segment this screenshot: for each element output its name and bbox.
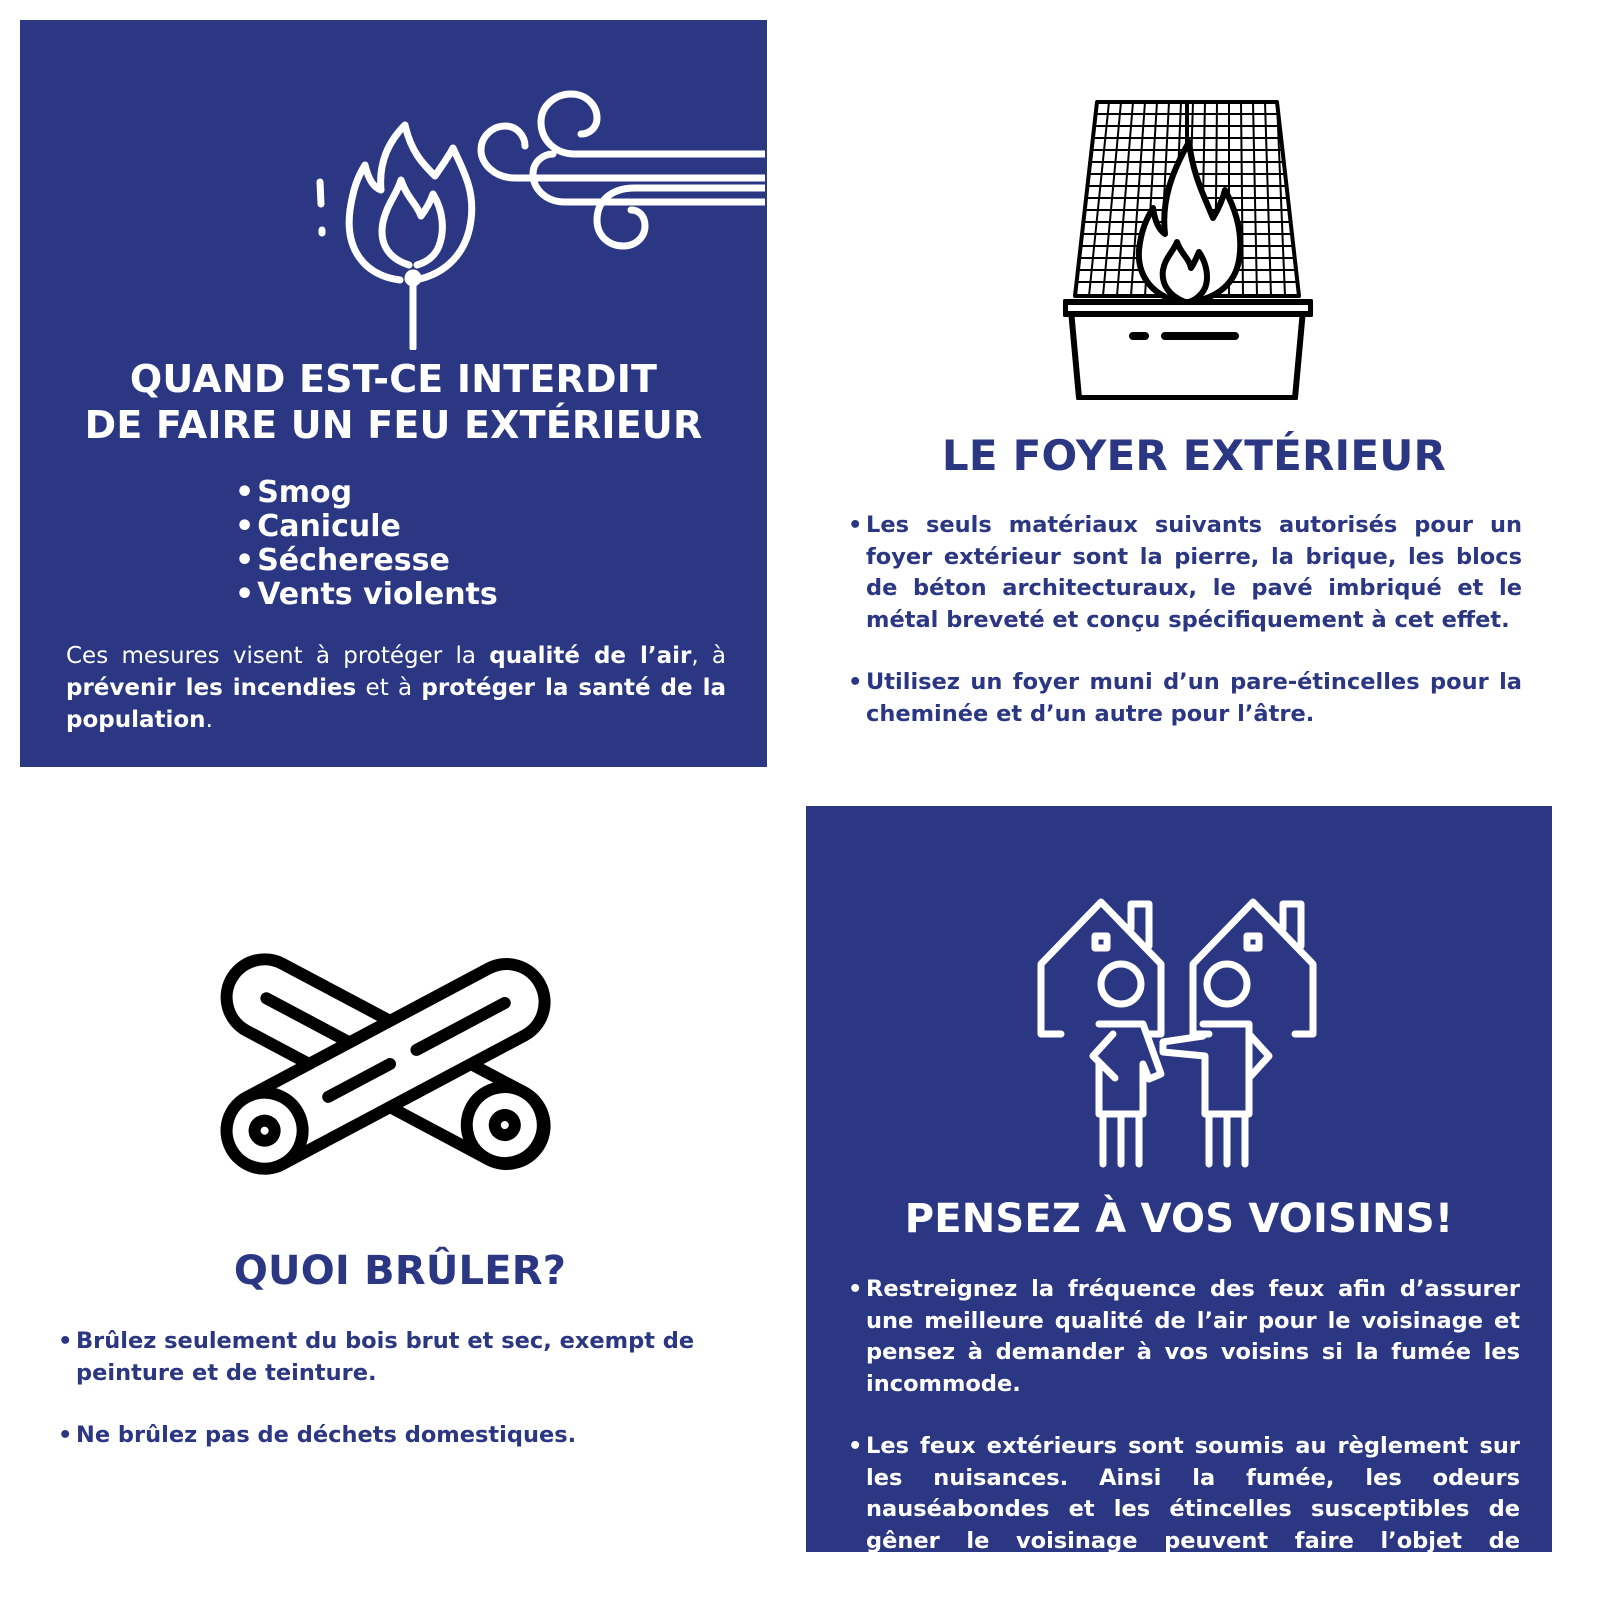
rules-list xyxy=(848,1274,1520,1620)
panel-title: PENSEZ À VOS VOISINS! xyxy=(904,1196,1454,1242)
rules-list xyxy=(58,1326,718,1483)
panel-title: LE FOYER EXTÉRIEUR xyxy=(941,431,1447,480)
description: Ces mesures visent à protéger la qualité de l’air, à prévenir les incendies et à protéger la santé de la population. xyxy=(66,643,726,733)
fire-pit-icon xyxy=(1063,80,1313,400)
condition-list xyxy=(235,476,498,612)
list-item: • Ne brûlez pas de déchets domestiques. xyxy=(58,1420,718,1452)
fire-wind-icon xyxy=(305,70,765,350)
panel-neighbors xyxy=(806,806,1552,1585)
rules-list xyxy=(848,510,1522,761)
list-item: • Smog xyxy=(235,476,498,510)
list-item: • Les feux extérieurs sont soumis au règlement sur les nuisances. Ainsi la fumée, les odeurs nauséabondes et les étincelles susceptibles de gêner le voisinage peuvent faire l’objet de sanctions. xyxy=(848,1431,1520,1589)
neighbors-icon xyxy=(1031,874,1331,1174)
panel-outdoor-fireplace xyxy=(808,20,1580,780)
list-item: • Sécheresse xyxy=(235,544,498,578)
list-item: • Utilisez un foyer muni d’un pare-étincelles pour la cheminée et d’un autre pour l’âtre. xyxy=(848,667,1522,730)
panel-when-forbidden xyxy=(20,20,767,767)
list-item: • Restreignez la fréquence des feux afin d’assurer une meilleure qualité de l’air pour le voisinage et pensez à demander à vos voisins si la fumée les incommode. xyxy=(848,1274,1520,1400)
list-item: • Les seuls matériaux suivants autorisés pour un foyer extérieur sont la pierre, la brique, les blocs de béton architecturaux, le pavé imbriqué et le métal breveté et conçu spécifiquement à cet effet. xyxy=(848,510,1522,636)
panel-title: QUAND EST-CE INTERDIT DE FAIRE UN FEU EXTÉRIEUR xyxy=(84,357,703,447)
panel-title: QUOI BRÛLER? xyxy=(233,1248,567,1294)
list-item: • Vents violents xyxy=(235,578,498,612)
list-item: • Canicule xyxy=(235,510,498,544)
crossed-logs-icon xyxy=(220,944,560,1184)
list-item: • Brûlez seulement du bois brut et sec, exempt de peinture et de teinture. xyxy=(58,1326,718,1389)
panel-what-to-burn xyxy=(20,808,780,1580)
